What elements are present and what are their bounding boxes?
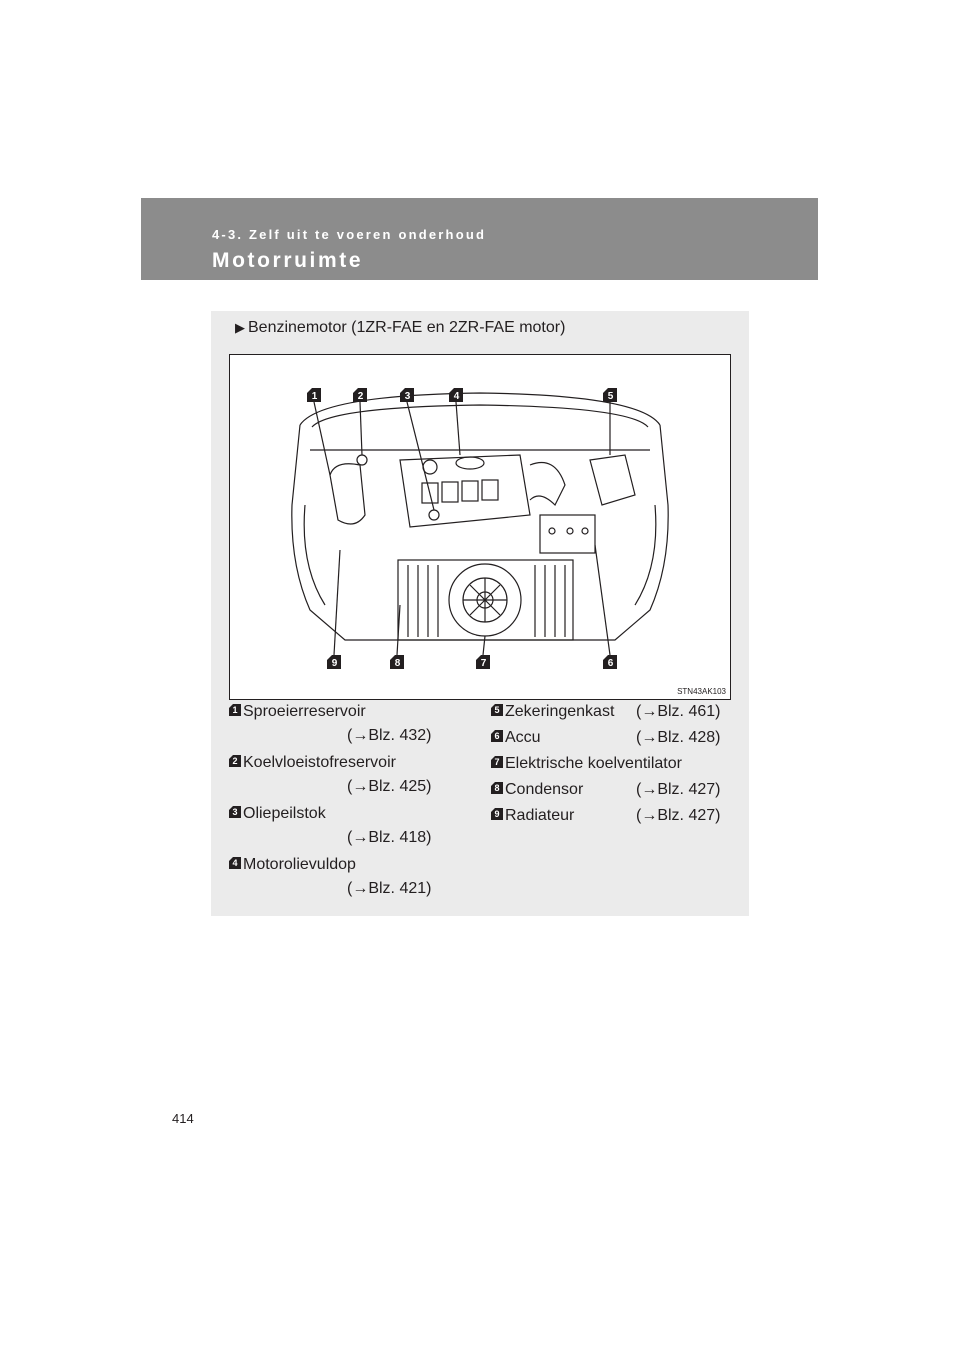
- callout-marker-6: [603, 655, 617, 669]
- legend-label: Radiateur: [505, 807, 575, 824]
- callout-marker-9: [327, 655, 341, 669]
- callout-number: 5: [607, 391, 614, 402]
- section-label: 4-3. Zelf uit te voeren onderhoud: [212, 227, 487, 242]
- legend-item-8: [491, 778, 721, 802]
- callout-number: 3: [404, 391, 411, 402]
- legend-ref-1: (→Blz. 432): [347, 727, 432, 744]
- legend-item-7: [491, 752, 682, 776]
- callout-marker-5: [603, 388, 617, 402]
- callout-number: 9: [331, 658, 338, 669]
- callout-marker-3: [400, 388, 414, 402]
- legend-item-4: [229, 853, 356, 877]
- legend-item-3: [229, 802, 326, 826]
- callout-badge: 4: [229, 857, 241, 869]
- legend-label: Zekeringenkast: [505, 703, 615, 720]
- legend-item-6: [491, 726, 721, 750]
- callout-badge: 1: [229, 704, 241, 716]
- engine-drawing: [230, 355, 730, 699]
- callout-number: 7: [480, 658, 487, 669]
- legend-item-1: [229, 700, 366, 724]
- legend-ref-5: (→Blz. 461): [636, 703, 721, 720]
- engine-heading: [235, 319, 565, 337]
- legend-label: Condensor: [505, 781, 584, 798]
- callout-number: 6: [607, 658, 614, 669]
- callout-number: 2: [357, 391, 364, 402]
- dipstick: [429, 510, 439, 520]
- callout-badge: 2: [229, 755, 241, 767]
- callout-marker-4: [449, 388, 463, 402]
- callout-number: 1: [311, 391, 318, 402]
- callout-badge: 5: [491, 704, 503, 716]
- engine-compartment-illustration: [229, 354, 731, 700]
- legend-ref-9: (→Blz. 427): [636, 807, 721, 824]
- legend-label: Accu: [505, 729, 541, 746]
- legend-ref-2: (→Blz. 425): [347, 778, 432, 795]
- callout-badge: 3: [229, 806, 241, 818]
- legend-ref-3: (→Blz. 418): [347, 829, 432, 846]
- legend-ref-4: (→Blz. 421): [347, 880, 432, 897]
- callout-badge: 9: [491, 808, 503, 820]
- callout-number: 8: [394, 658, 401, 669]
- illustration-code: STN43AK103: [677, 687, 726, 696]
- fuse-box: [590, 455, 635, 505]
- legend-item-5: [491, 700, 721, 724]
- callout-marker-1: [307, 388, 321, 402]
- callout-marker-7: [476, 655, 490, 669]
- callout-badge: 7: [491, 756, 503, 768]
- callout-number: 4: [453, 391, 460, 402]
- callout-badge: 6: [491, 730, 503, 742]
- legend-label: Elektrische koelventilator: [505, 755, 682, 772]
- legend-label: Motorolievuldop: [243, 856, 356, 873]
- page-number: 414: [172, 1111, 194, 1126]
- legend-ref-6: (→Blz. 428): [636, 729, 721, 746]
- callout-marker-8: [390, 655, 404, 669]
- legend-item-2: [229, 751, 396, 775]
- legend-item-9: [491, 804, 721, 828]
- engine-panel: [211, 311, 749, 916]
- legend-label: Koelvloeistofreservoir: [243, 754, 396, 771]
- page-title: Motorruimte: [212, 249, 364, 272]
- legend-ref-8: (→Blz. 427): [636, 781, 721, 798]
- callout-marker-2: [353, 388, 367, 402]
- chapter-header: [141, 198, 818, 280]
- engine-heading-text: Benzinemotor (1ZR-FAE en 2ZR-FAE motor): [248, 319, 566, 336]
- engine-cover: [400, 455, 530, 527]
- legend-label: Sproeierreservoir: [243, 703, 366, 720]
- triangle-arrow-icon: ▶: [235, 320, 245, 335]
- legend-label: Oliepeilstok: [243, 805, 326, 822]
- coolant-cap: [357, 455, 367, 465]
- callout-badge: 8: [491, 782, 503, 794]
- washer-reservoir: [330, 464, 365, 524]
- oil-filler-cap: [423, 460, 437, 474]
